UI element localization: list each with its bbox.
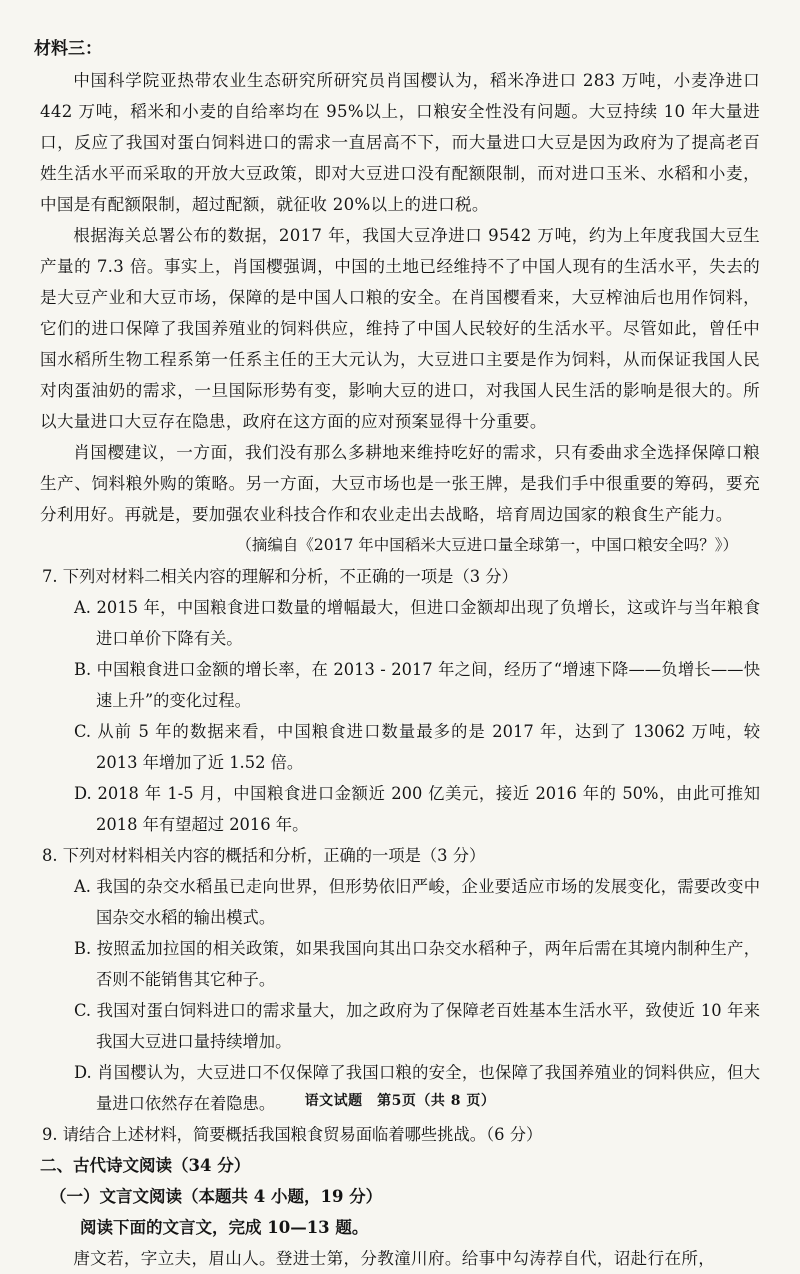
question-8-option-d: D. 肖国樱认为，大豆进口不仅保障了我国口粮的安全，也保障了我国养殖业的饲料供应，但大量进口依然存在着隐患。	[74, 1063, 760, 1113]
question-8-stem: 8. 下列对材料相关内容的概括和分析，正确的一项是（3 分）	[42, 846, 486, 865]
question-7	[40, 561, 760, 840]
question-9-stem: 9. 请结合上述材料，简要概括我国粮食贸易面临着哪些挑战。（6 分）	[42, 1125, 543, 1144]
question-7-option-a: A. 2015 年，中国粮食进口数量的增幅最大，但进口金额却出现了负增长，这或许与当年粮食进口单价下降有关。	[74, 598, 760, 648]
classical-text-start: 唐文若，字立夫，眉山人。登进士第，分教潼川府。给事中勾涛荐自代，诏赴行在所，	[73, 1249, 716, 1268]
question-7-option-b: B. 中国粮食进口金额的增长率，在 2013 - 2017 年之间，经历了“增速下降——负增长——快速上升”的变化过程。	[74, 660, 760, 710]
material-3-title: 材料三：	[34, 39, 102, 59]
question-8-option-c: C. 我国对蛋白饲料进口的需求量大，加之政府为了保障老百姓基本生活水平，致使近 10 年来我国大豆进口量持续增加。	[74, 1001, 760, 1051]
material-3-source: （摘编自《2017 年中国稻米大豆进口量全球第一，中国口粮安全吗？》）	[236, 536, 738, 554]
question-8-option-a: A. 我国的杂交水稻虽已走向世界，但形势依旧严峻，企业要适应市场的发展变化，需要改变中国杂交水稻的输出模式。	[74, 877, 760, 927]
section-2-title: 二、古代诗文阅读（34 分）	[40, 1156, 251, 1175]
question-7-stem: 7. 下列对材料二相关内容的理解和分析，不正确的一项是（3 分）	[42, 567, 518, 586]
question-7-option-c: C. 从前 5 年的数据来看，中国粮食进口数量最多的是 2017 年，达到了 13062 万吨，较 2013 年增加了近 1.52 倍。	[74, 722, 760, 772]
material-3-paragraph-1: 中国科学院亚热带农业生态研究所研究员肖国樱认为，稻米净进口 283 万吨，小麦净进口 442 万吨，稻米和小麦的自给率均在 95%以上，口粮安全性没有问题。大豆持续 10 年大量进口，反应了我国对蛋白饲料进口的需求一直居高不下，而大量进口大豆是因为政府为了提高老百姓生活水平而采取的开放大豆政策，即对大豆进口没有配额限制，而对进口玉米、水稻和小麦，中国是有配额限制，超过配额，就征收 20%以上的进口税。	[40, 71, 760, 214]
material-3-paragraph-2: 根据海关总署公布的数据，2017 年，我国大豆净进口 9542 万吨，约为上年度我国大豆生产量的 7.3 倍。事实上，肖国樱强调，中国的土地已经维持不了中国人现有的生活水平，失去的是大豆产业和大豆市场，保障的是中国人口粮的安全。在肖国樱看来，大豆榨油后也用作饲料，它们的进口保障了我国养殖业的饲料供应，维持了中国人民较好的生活水平。尽管如此，曾任中国水稻所生物工程系第一任系主任的王大元认为，大豆进口主要是作为饲料，从而保证我国人民对肉蛋油奶的需求，一旦国际形势有变，影响大豆的进口，对我国人民生活的影响是很大的。所以大量进口大豆存在隐患，政府在这方面的应对预案显得十分重要。	[40, 226, 760, 431]
material-3-paragraph-3: 肖国樱建议，一方面，我们没有那么多耕地来维持吃好的需求，只有委曲求全选择保障口粮生产、饲料粮外购的策略。另一方面，大豆市场也是一张王牌，是我们手中很重要的筹码，要充分利用好。再就是，要加强农业科技合作和农业走出去战略，培育周边国家的粮食生产能力。	[40, 443, 760, 524]
question-8-option-b: B. 按照孟加拉国的相关政策，如果我国向其出口杂交水稻种子，两年后需在其境内制种生产，否则不能销售其它种子。	[74, 939, 760, 989]
section-2-subsection-1-title: （一）文言文阅读（本题共 4 小题，19 分）	[50, 1187, 383, 1206]
section-2	[40, 1150, 760, 1274]
question-8	[40, 840, 760, 1119]
question-7-option-d: D. 2018 年 1-5 月，中国粮食进口金额近 200 亿美元，接近 2016 年的 50%，由此可推知 2018 年有望超过 2016 年。	[74, 784, 760, 834]
section-2-instruction: 阅读下面的文言文，完成 10—13 题。	[80, 1218, 369, 1237]
page-footer: 语文试题 第5页（共 8 页）	[304, 1093, 496, 1109]
material-3	[34, 34, 760, 561]
